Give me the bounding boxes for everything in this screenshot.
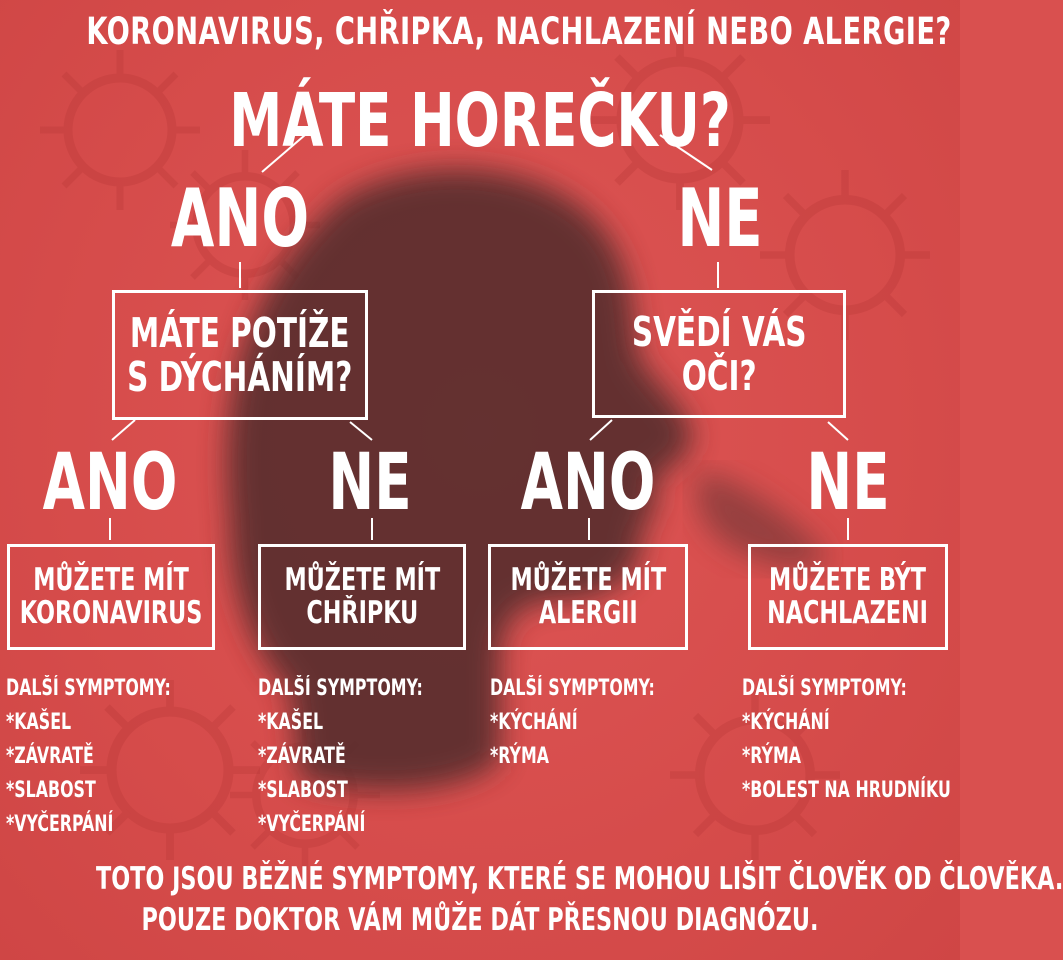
result-cold-line1: MŮŽETE BÝT <box>769 561 927 598</box>
footer-line2: POUZE DOKTOR VÁM MŮŽE DÁT PŘESNOU DIAGNÓZU. <box>141 902 819 938</box>
answer-no-breathing: NE <box>328 438 412 528</box>
question-itchy-eyes-line2: OČI? <box>681 352 757 400</box>
footer-line1: TOTO JSOU BĚŽNÉ SYMPTOMY, KTERÉ SE MOHOU LIŠIT ČLOVĚK OD ČLOVĚKA. <box>96 861 1063 897</box>
page-title: KORONAVIRUS, CHŘIPKA, NACHLAZENÍ NEBO ALERGIE? <box>86 10 952 53</box>
question-breathing-box <box>112 290 368 420</box>
symptoms-flu <box>258 672 423 842</box>
answer-no: NE <box>677 172 763 265</box>
question-breathing-line1: MÁTE POTÍŽE <box>130 308 350 357</box>
result-coronavirus-box <box>7 544 215 650</box>
symptom-item: *ZÁVRATĚ <box>258 744 346 769</box>
result-allergy-line1: MŮŽETE MÍT <box>510 561 666 598</box>
result-cold-line2: NACHLAZENI <box>767 595 929 631</box>
symptom-item: *KÝCHÁNÍ <box>490 710 578 735</box>
result-coronavirus-line1: MŮŽETE MÍT <box>33 561 189 598</box>
symptoms-label: DALŠÍ SYMPTOMY: <box>6 676 171 701</box>
question-itchy-eyes-box <box>592 290 846 418</box>
result-coronavirus-line2: KORONAVIRUS <box>19 595 203 631</box>
result-flu-line2: CHŘIPKU <box>306 595 418 631</box>
answer-no-eyes: NE <box>806 438 890 528</box>
symptom-item: *KAŠEL <box>6 710 72 735</box>
answer-yes-breathing: ANO <box>42 438 178 528</box>
result-allergy-box <box>488 544 688 650</box>
symptom-item: *KAŠEL <box>258 710 324 735</box>
symptoms-label: DALŠÍ SYMPTOMY: <box>258 676 423 701</box>
result-flu-line1: MŮŽETE MÍT <box>284 561 440 598</box>
result-flu-box <box>258 544 466 650</box>
result-allergy-line2: ALERGII <box>538 595 638 631</box>
symptom-item: *KÝCHÁNÍ <box>742 710 830 735</box>
symptom-item: *RÝMA <box>490 744 549 769</box>
answer-yes-eyes: ANO <box>520 438 656 528</box>
question-breathing-line2: S DÝCHÁNÍM? <box>127 353 353 401</box>
symptom-item: *SLABOST <box>6 778 96 803</box>
symptoms-allergy <box>490 672 655 774</box>
symptoms-label: DALŠÍ SYMPTOMY: <box>490 676 655 701</box>
symptoms-cold <box>742 672 951 808</box>
symptom-item: *ZÁVRATĚ <box>6 744 94 769</box>
result-cold-box <box>748 544 948 650</box>
symptom-item: *VYČERPÁNÍ <box>6 812 114 837</box>
symptoms-coronavirus <box>6 672 171 842</box>
question-fever: MÁTE HOREČKU? <box>229 78 731 164</box>
symptom-item: *RÝMA <box>742 744 801 769</box>
symptom-item: *SLABOST <box>258 778 348 803</box>
symptom-item: *VYČERPÁNÍ <box>258 812 366 837</box>
symptoms-label: DALŠÍ SYMPTOMY: <box>742 676 907 701</box>
answer-yes: ANO <box>170 172 310 265</box>
symptom-item: *BOLEST NA HRUDNÍKU <box>742 778 951 803</box>
question-itchy-eyes-line1: SVĚDÍ VÁS <box>631 307 807 356</box>
